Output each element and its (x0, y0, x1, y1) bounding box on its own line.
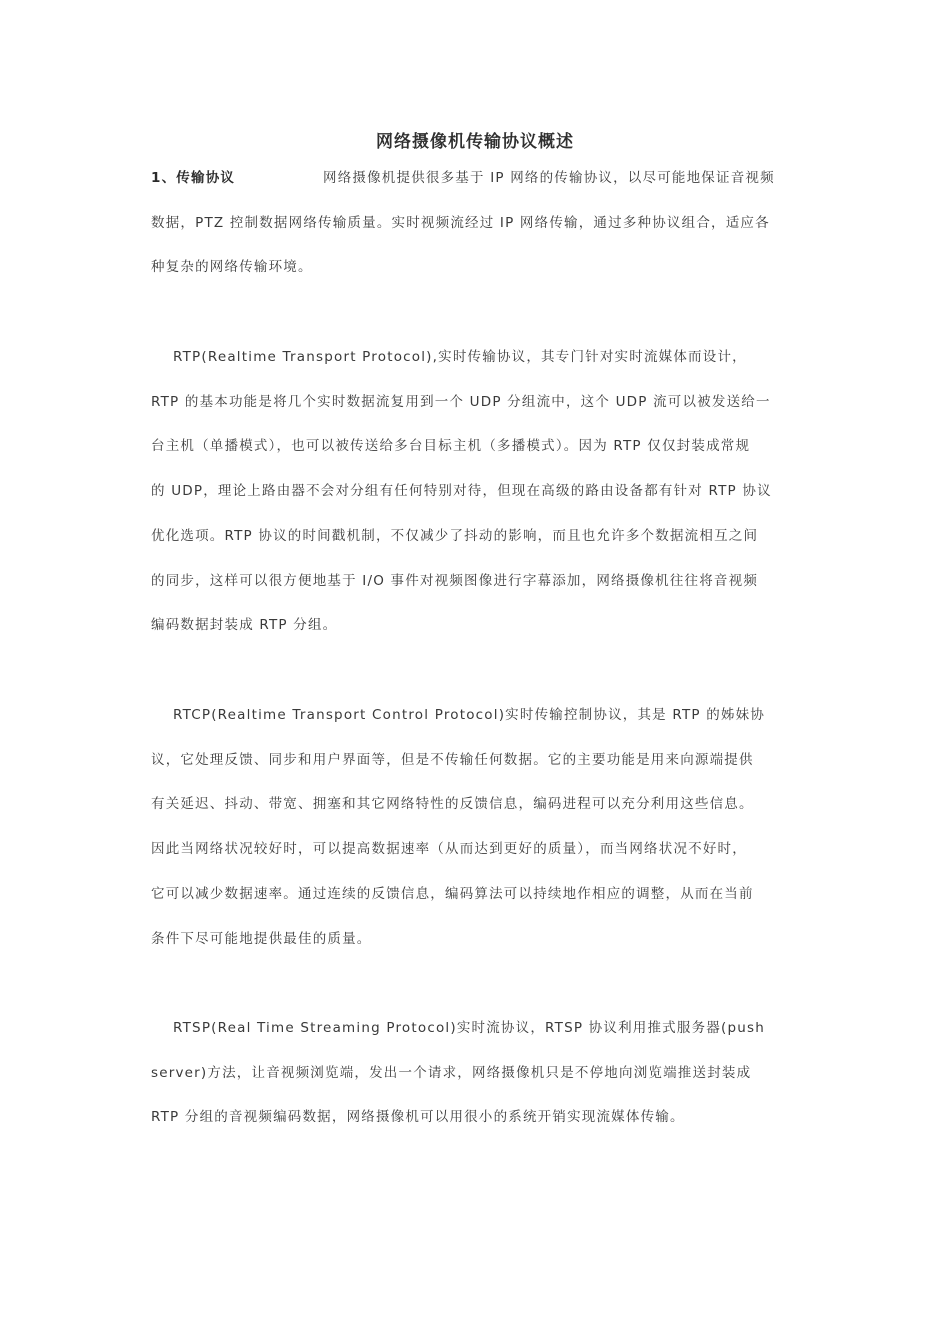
paragraph-line: RTP(Realtime Transport Protocol),实时传输协议，其专门针对实时流媒体而设计， (173, 349, 747, 365)
paragraph-line: RTP 的基本功能是将几个实时数据流复用到一个 UDP 分组流中，这个 UDP 流可以被发送给一 (151, 393, 771, 410)
paragraph-line: 数据，PTZ 控制数据网络传输质量。实时视频流经过 IP 网络传输，通过多种协议组合，适应各 (151, 214, 770, 231)
paragraph-line: 条件下尽可能地提供最佳的质量。 (151, 930, 372, 947)
paragraph-rtp (151, 335, 801, 648)
paragraph-text: 网络摄像机提供很多基于 IP 网络的传输协议，以尽可能地保证音视频 (323, 170, 775, 186)
paragraph-line: 有关延迟、抖动、带宽、拥塞和其它网络特性的反馈信息，编码进程可以充分利用这些信息。 (151, 796, 754, 813)
paragraph-line: 编码数据封装成 RTP 分组。 (151, 617, 338, 634)
paragraph-line: RTCP(Realtime Transport Control Protocol)实时传输控制协议，其是 RTP 的姊妹协 (173, 707, 766, 723)
paragraph-line: 它可以减少数据速率。通过连续的反馈信息，编码算法可以持续地作相应的调整，从而在当前 (151, 885, 754, 902)
paragraph-line: 的同步，这样可以很方便地基于 I/O 事件对视频图像进行字幕添加，网络摄像机往往将音视频 (151, 572, 759, 589)
document-title: 网络摄像机传输协议概述 (376, 132, 574, 152)
paragraph-line: 因此当网络状况较好时，可以提高数据速率（从而达到更好的质量），而当网络状况不好时， (151, 841, 747, 858)
paragraph-rtcp (151, 693, 801, 961)
paragraph-line: server)方法，让音视频浏览端，发出一个请求，网络摄像机只是不停地向浏览端推送封装成 (151, 1064, 752, 1081)
section-transport-protocols (151, 156, 801, 290)
paragraph-line: 台主机（单播模式），也可以被传送给多台目标主机（多播模式）。因为 RTP 仅仅封装成常规 (151, 438, 751, 455)
paragraph-rtsp (151, 1006, 801, 1140)
paragraph-line: 优化选项。RTP 协议的时间戳机制，不仅减少了抖动的影响，而且也允许多个数据流相互之间 (151, 527, 759, 544)
paragraph-line: RTP 分组的音视频编码数据，网络摄像机可以用很小的系统开销实现流媒体传输。 (151, 1109, 685, 1126)
paragraph-line: RTSP(Real Time Streaming Protocol)实时流协议，RTSP 协议利用推式服务器(push (173, 1020, 765, 1036)
paragraph-line (151, 156, 801, 201)
paragraph-line: 的 UDP，理论上路由器不会对分组有任何特别对待，但现在高级的路由设备都有针对 RTP 协议 (151, 483, 772, 500)
paragraph-line: 议，它处理反馈、同步和用户界面等，但是不传输任何数据。它的主要功能是用来向源端提供 (151, 751, 754, 768)
paragraph-line: 种复杂的网络传输环境。 (151, 259, 313, 276)
section-heading: 1、传输协议 (151, 170, 236, 186)
